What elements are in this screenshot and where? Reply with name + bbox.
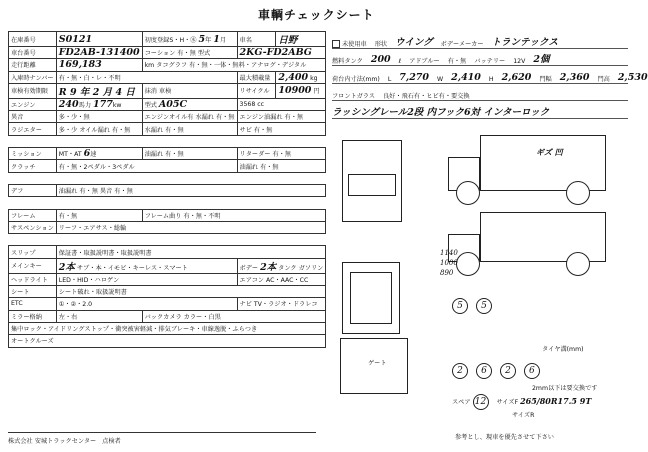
- tachograph: km タコグラフ 有・無・一体・無料・アナログ・デジタル: [142, 59, 326, 71]
- camera: バックカメラ カラー・白黒: [142, 310, 326, 322]
- seat-label: シート: [9, 286, 57, 298]
- clutch: 有・無・2ペダル・3ペダル: [56, 160, 237, 172]
- clutch-oil: 油漏れ 有・無: [237, 160, 326, 172]
- rust: サビ 有・無: [237, 123, 326, 135]
- equip-label: スリップ: [9, 246, 57, 258]
- suspension: リーフ・エアサス・総輪: [56, 221, 326, 233]
- navi: ナビ TV・ラジオ・ドラレコ: [237, 298, 326, 310]
- seat: シート破れ・取扱説明書: [56, 286, 326, 298]
- headlight: LED・HID・ハロゲン: [56, 273, 237, 285]
- tire-front-left: 5: [452, 298, 468, 314]
- mileage-value: 169,183: [56, 59, 142, 71]
- mission-label: ミッション: [9, 148, 57, 160]
- gate-drawing: [340, 338, 410, 398]
- cruise-control: オートクルーズ: [9, 335, 326, 347]
- checker-label: 点検者: [102, 438, 121, 445]
- dimension-notes: [440, 248, 458, 278]
- load-value: 2,400 kg: [276, 71, 326, 83]
- damage-mark: ギズ 凹: [536, 147, 563, 157]
- load-label: 最大積載量: [237, 71, 276, 83]
- retarder: リターダー 有・無: [237, 148, 326, 160]
- leak1: エンジンオイル有 水漏れ 有・無: [142, 111, 237, 123]
- tire-rear-4: 6: [524, 363, 540, 379]
- headlight-label: ヘッドライト: [9, 273, 57, 285]
- stock-label: 在庫番号: [9, 32, 57, 47]
- clutch-label: クラッチ: [9, 160, 57, 172]
- truck-top-drawing: [448, 212, 608, 274]
- model-code: 2KG-FD2ABG: [237, 47, 326, 59]
- stock-number: S0121: [56, 32, 142, 47]
- engine-label: エンジン: [9, 98, 57, 110]
- mileage-label: 走行距離: [9, 59, 57, 71]
- dim-1140: 1140: [440, 249, 458, 257]
- first-registration: 初度登録S・H・㊌ 5年 1月: [142, 32, 237, 47]
- diff: 油漏れ 有・無 異音 有・無: [56, 184, 326, 196]
- mission-oil: 油漏れ 有・無: [142, 148, 237, 160]
- plate-options: 有・無・白・レ・不明: [56, 71, 237, 83]
- safety-equipment: 集中ロック・アイドリングストップ・衝突被害軽減・排気ブレーキ・車線逸脱・ふらつき: [9, 322, 326, 334]
- tire-rear-3: 2: [500, 363, 516, 379]
- caution: コーション 有・無 型式: [142, 47, 237, 59]
- footer: [8, 432, 316, 445]
- tire-rear-2: 6: [476, 363, 492, 379]
- suspension-label: サスペンション: [9, 221, 57, 233]
- size-r: サイズR: [512, 412, 535, 419]
- vehicle-info-table: [8, 31, 326, 348]
- dim-1000: 1000: [440, 259, 458, 267]
- right-panel: [332, 31, 648, 119]
- fuel-row: 燃料タンク 200 ℓ アドブルー 有・無 バッテリー 12V 2個: [332, 49, 628, 67]
- inspection-label: 車検有効期限: [9, 83, 57, 98]
- tire-note: 2mm以下は要交換です: [532, 385, 598, 392]
- tire-front-right: 5: [476, 298, 492, 314]
- plate-label: 入庫時ナンバー: [9, 71, 57, 83]
- aircon: エアコン AC・AAC・CC: [237, 273, 326, 285]
- reference-note: 参考とし、現車を優先させて下さい: [455, 434, 554, 441]
- engine-model: 型式 A05C: [142, 98, 237, 110]
- dim-890: 890: [440, 269, 454, 277]
- cargo-row: 荷台内寸法(mm) L 7,270 W 2,410 H 2,620 門幅 2,360 門高 2,530: [332, 66, 628, 84]
- equip: 保証書・取扱説明書・取扱説明書: [56, 246, 326, 258]
- rail-row: ラッシングレール2段 内フック6対 インターロック: [332, 101, 628, 119]
- recycle-value: 10900 円: [276, 83, 326, 98]
- unused-row: 未使用車 形状 ウイング ボデーメーカー トランテックス: [332, 31, 628, 49]
- keys: 2本 サブ・本・イモビ・キーレス・スマート: [56, 258, 237, 273]
- engine-power: 240馬力 177kw: [56, 98, 142, 110]
- mission: MT・AT 6速: [56, 148, 142, 160]
- spare-value: 12: [473, 394, 489, 410]
- truck-side-drawing: [448, 135, 608, 207]
- inspection-date: R 9 年 2 月 4 日: [56, 83, 142, 98]
- frame-label: フレーム: [9, 209, 57, 221]
- sheet-title: 車輌チェックシート: [258, 8, 375, 22]
- body-keys: ボデー 2本 タンク ガソリン: [237, 258, 326, 273]
- oil-leak: エンジン油漏れ 有・無: [237, 111, 326, 123]
- truck-rear-drawing: [342, 262, 402, 334]
- etc: ①・②・2.0: [56, 298, 237, 310]
- chassis-number: FD2AB-131400: [56, 47, 142, 59]
- noise-options: 多・少・無: [56, 111, 142, 123]
- noise-label: 異音: [9, 111, 57, 123]
- radiator: 多・少 オイル漏れ 有・無: [56, 123, 142, 135]
- chassis-label: 車台番号: [9, 47, 57, 59]
- company-name: 株式会社 安城トラックセンター: [8, 438, 97, 445]
- mirror: 左・右: [56, 310, 142, 322]
- diff-label: デフ: [9, 184, 57, 196]
- glass-row: フロントガラス 良好・飛石有・ヒビ有・要交換: [332, 84, 628, 102]
- leak2: 水漏れ 有・無: [142, 123, 237, 135]
- tire-caption: タイヤ溝(mm): [542, 346, 584, 353]
- maker-name: 日野: [276, 32, 326, 47]
- mirror-label: ミラー格納: [9, 310, 57, 322]
- key-label: メインキー: [9, 258, 57, 273]
- tire-rear-1: 2: [452, 363, 468, 379]
- frame-mod: フレーム曲り 有・無・不明: [142, 209, 326, 221]
- truck-front-drawing: [342, 140, 402, 225]
- displacement: 3568 cc: [237, 98, 326, 110]
- frame-options: 有・無: [56, 209, 142, 221]
- recycle-label: リサイクル: [237, 83, 276, 98]
- radiator-label: ラジエター: [9, 123, 57, 135]
- etc-label: ETC: [9, 298, 57, 310]
- spare-row: スペア 12 サイズF 265/80R17.5 9T: [452, 394, 598, 410]
- maker-label: 車名: [237, 32, 276, 47]
- gate-label: ゲート: [368, 360, 387, 367]
- erase: 抹消 車検: [142, 83, 237, 98]
- tire-diagram: [452, 298, 598, 419]
